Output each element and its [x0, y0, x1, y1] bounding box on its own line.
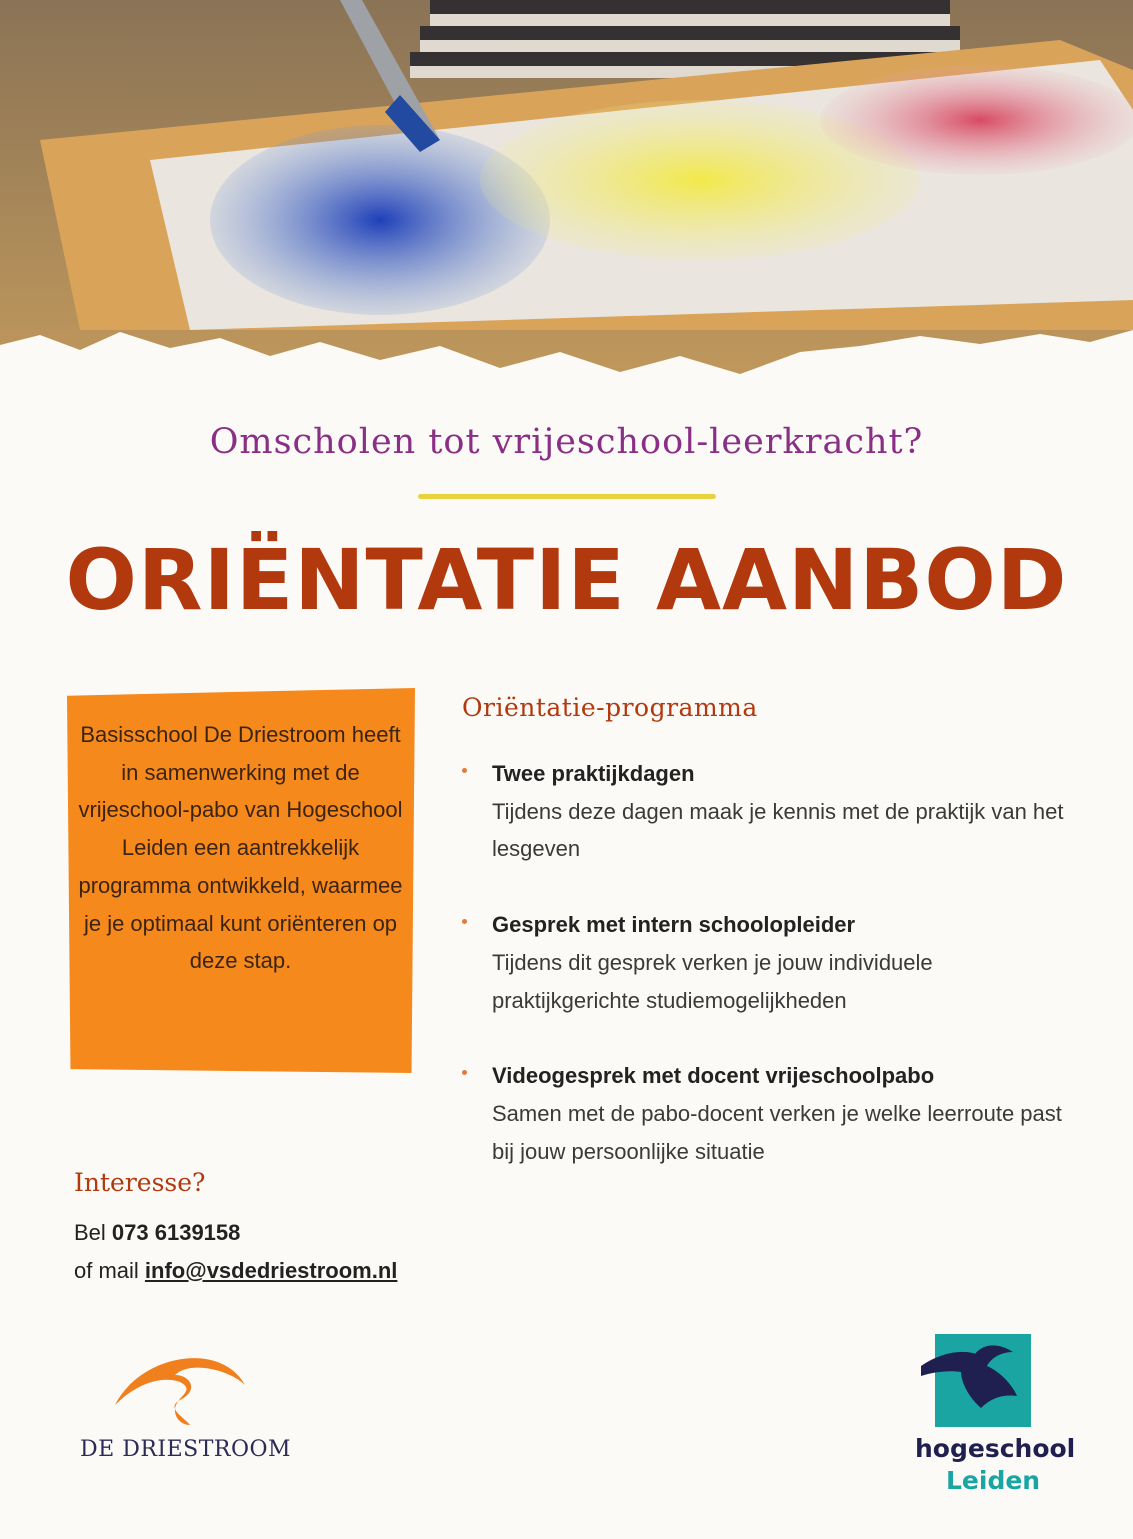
- list-item: [462, 1057, 1082, 1170]
- divider-line: [418, 494, 716, 499]
- mail-prefix: of mail: [74, 1258, 139, 1283]
- intro-text: Basisschool De Driestroom heeft in samenwerking met de vrijeschool-pabo van Hogeschool Leiden een aantrekkelijk programma ontwikkeld, waarmee je je optimaal kunt oriënteren op deze stap.: [78, 722, 403, 974]
- program-title: Oriëntatie-programma: [462, 693, 758, 722]
- interest-title: Interesse?: [74, 1168, 206, 1197]
- hogeschool-line2: Leiden: [946, 1466, 1041, 1495]
- list-item-title: Gesprek met intern schoolopleider: [492, 912, 856, 938]
- bullet-dot-icon: [462, 1070, 467, 1075]
- list-item: [462, 906, 1082, 1019]
- list-item: [462, 755, 1082, 868]
- hogeschool-line1: hogeschool: [915, 1434, 1076, 1463]
- contact-info: [74, 1214, 397, 1290]
- phone-prefix: Bel: [74, 1220, 106, 1245]
- subtitle: Omscholen tot vrijeschool-leerkracht?: [209, 422, 924, 462]
- list-item-text: Tijdens dit gesprek verken je jouw individuele praktijkgerichte studiemogelijkheden: [492, 949, 933, 1013]
- bullet-dot-icon: [462, 919, 467, 924]
- program-list: [462, 755, 1082, 1208]
- phone-line: [74, 1214, 397, 1252]
- list-item-text: Samen met de pabo-docent verken je welke leerroute past bij jouw persoonlijke situatie: [492, 1100, 1062, 1164]
- bullet-dot-icon: [462, 768, 467, 773]
- painting-photo: [0, 0, 1133, 400]
- email-link[interactable]: info@vsdedriestroom.nl: [144, 1258, 398, 1283]
- list-item-title: Videogesprek met docent vrijeschoolpabo: [492, 1063, 935, 1089]
- list-item-text: Tijdens deze dagen maak je kennis met de praktijk van het lesgeven: [492, 798, 1064, 862]
- page-title: ORIËNTATIE AANBOD: [65, 531, 1068, 629]
- driestroom-logo-text: DE DRIESTROOM: [80, 1437, 292, 1462]
- hogeschool-leiden-logo-icon: [921, 1334, 1031, 1427]
- phone-number[interactable]: 073 6139158: [111, 1220, 241, 1245]
- list-item-title: Twee praktijkdagen: [492, 761, 695, 786]
- mail-line: [74, 1252, 397, 1290]
